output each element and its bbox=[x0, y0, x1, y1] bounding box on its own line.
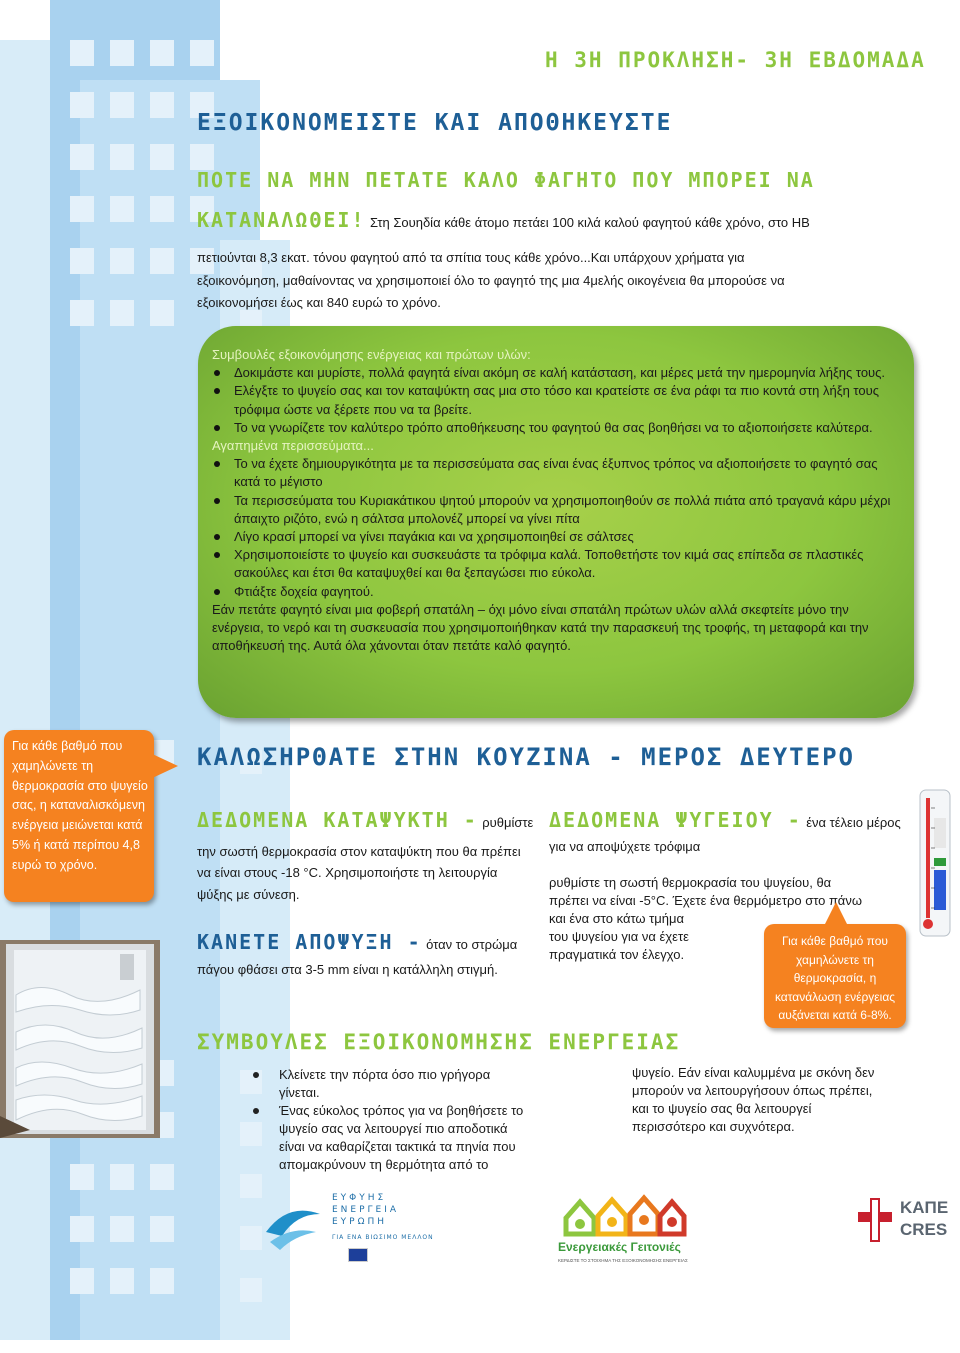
list-item: Δοκιμάστε και μυρίστε, πολλά φαγητά είναι ακόμη σε καλή κατάσταση, και μέρες μετά την ημερομηνία λήξης τους. bbox=[212, 364, 902, 382]
tips-closing-text: Εάν πετάτε φαγητό είναι μια φοβερή σπατάλη – όχι μόνο είναι σπατάλη πρώτων υλών αλλά σκεφτείτε μόνο την ενέργεια, το νερό και τη συσκευασία που χρησιμοποιήθηκαν κατά την παρασκευή της τροφής, τη μεταφορά και την αποθήκευσή της. Αυτά όλα χάνονται όταν πετάτε καλό φαγητό. bbox=[212, 601, 869, 654]
intro-text-line4: εξοικονομήσει έως και 840 ευρώ το χρόνο. bbox=[197, 295, 441, 310]
freezer-heading-row bbox=[197, 808, 533, 832]
houses-icon bbox=[552, 1188, 692, 1238]
defrost-heading: ΚΑΝΕΤΕ ΑΠΟΨΥΞΗ - bbox=[197, 930, 422, 954]
fridge-text-line2: ρυθμίστε τη σωστή θερμοκρασία του ψυγείου, θα bbox=[549, 875, 832, 890]
fridge-text-line4: και ένα στο κάτω τμήμα bbox=[549, 911, 685, 926]
eu-smart-energy-logo bbox=[258, 1188, 498, 1270]
freezer-heading: ΔΕΔΟΜΕΝΑ ΚΑΤΑΨΥΚΤΗ - bbox=[197, 808, 478, 832]
eu-logo-line2: ΕΝΕΡΓΕΙΑ bbox=[332, 1205, 400, 1215]
list-item: Φτιάξτε δοχεία φαγητού. bbox=[212, 583, 902, 601]
energy-tips-continued: ψυγείο. Εάν είναι καλυμμένα με σκόνη δεν μπορούν να λειτουργήσουν όπως πρέπει, και το ψυγείο σας θα λειτουργεί περισσότερο και συχνότερα. bbox=[632, 1065, 875, 1134]
page-title: ΕΞΟΙΚΟΝΟΜΕΙΣΤΕ ΚΑΙ ΑΠΟΘΗΚΕΥΣΤΕ bbox=[197, 110, 673, 136]
list-item: Ελέγξτε το ψυγείο σας και τον καταψύκτη σας μια στο τόσο και κρατείστε σε ένα ράφι τα πιο κοντά στη λήξη τους τρόφιμα ώστε να ξέρετε που να τα βρείτε. bbox=[212, 382, 902, 418]
defrost-heading-row bbox=[197, 930, 517, 954]
challenge-label: Η 3Η ΠΡΟΚΛΗΣΗ- 3Η ΕΒΔΟΜΑΔΑ bbox=[545, 48, 926, 72]
fridge-text-line6: πραγματικά τον έλεγχο. bbox=[549, 947, 685, 962]
intro-heading-end: ΚΑΤΑΝΑΛΩΘΕΙ! bbox=[197, 208, 366, 232]
freezer-text-line3: ψύξης με σύνεση. bbox=[197, 887, 300, 902]
intro-heading: ΠΟΤΕ ΝΑ ΜΗΝ ΠΕΤΑΤΕ ΚΑΛΟ ΦΑΓΗΤΟ ΠΟΥ ΜΠΟΡΕΙ ΝΑ bbox=[197, 168, 815, 192]
list-item: Ένας εύκολος τρόπος για να βοηθήσετε το ψυγείο σας να λειτουργεί πιο αποδοτικά είναι να καθαρίζεται τακτικά τα πηνία που απομακρύνουν τη θερμότητα από το bbox=[249, 1102, 549, 1174]
leftovers-title: Αγαπημένα περισσεύματα... bbox=[212, 438, 374, 454]
fridge-inline-text: ένα τέλειο μέρος bbox=[806, 815, 901, 830]
callout-text: Για κάθε βαθμό που χαμηλώνετε τη θερμοκρασία στο ψυγείο σας, η καταναλισκόμενη ενέργεια μειώνεται κατά 5% ή κατά περίπου 4,8 ευρώ το χρόνο. bbox=[12, 739, 148, 872]
freezer-inline-text: ρυθμίστε bbox=[482, 815, 534, 830]
neighbourhoods-name: Ενεργειακές Γειτονιές bbox=[558, 1240, 681, 1254]
fridge-temperature-callout bbox=[4, 730, 154, 902]
callout-pointer bbox=[824, 902, 848, 926]
cres-label: CRES bbox=[900, 1220, 948, 1239]
list-item: Το να γνωρίζετε τον καλύτερο τρόπο αποθήκευσης του φαγητού θα σας βοηθήσει να το αξιοποιήσετε καλύτερα. bbox=[212, 419, 902, 437]
freezer-text-line2: να είναι στους -18 °C. Χρησιμοποιήστε τη λειτουργία bbox=[197, 865, 498, 880]
list-item: Τα περισσεύματα του Κυριακάτικου ψητού μπορούν να χρησιμοποιηθούν σε πολλά πιάτα από τραγανά κάρυ μέχρι άπαιχτο ριζότο, ενώ η σάλτσα μπολονέζ μπορεί να γίνει πίτα bbox=[212, 492, 902, 528]
fridge-text-line3: πρέπει να είναι -5°C. Έχετε ένα θερμόμετρο στο πάνω bbox=[549, 893, 862, 908]
intro-line1-row bbox=[197, 208, 810, 232]
fridge-heading: ΔΕΔΟΜΕΝΑ ΨΥΓΕΙΟΥ - bbox=[549, 808, 802, 832]
list-item: Χρησιμοποιείστε το ψυγείο και συσκευάστε τα τρόφιμα καλά. Τοποθετήστε τον κιμά σας επίπεδα σε πλαστικές σακούλες και έτσι θα καταψυχθεί και θα ξεπαγώσει πιο εύκολα. bbox=[212, 546, 902, 582]
energy-neighbourhoods-logo bbox=[552, 1188, 692, 1270]
frosted-freezer-photo bbox=[0, 940, 160, 1138]
intro-text-line2: πετιούνται 8,3 εκατ. τόνου φαγητού από τα σπίτια τους κάθε χρόνο...Και υπάρχουν χρήματα για bbox=[197, 250, 745, 265]
eu-flag-icon bbox=[348, 1248, 368, 1262]
callout-pointer bbox=[148, 752, 178, 780]
fridge-text-line1: για να αποψύχετε τρόφιμα bbox=[549, 839, 701, 854]
tips-panel bbox=[198, 326, 914, 718]
kape-cres-logo bbox=[858, 1196, 954, 1248]
kitchen-title: ΚΑΛΩΣΗΡΘΑΤΕ ΣΤΗΝ ΚΟΥΖΙΝΑ - ΜΕΡΟΣ ΔΕΥΤΕΡΟ bbox=[197, 743, 855, 771]
neighbourhoods-tagline: ΚΕΡΔΙΣΤΕ ΤΟ ΣΤΟΙΧΗΜΑ ΤΗΣ ΕΞΟΙΚΟΝΟΜΗΣΗΣ ΕΝΕΡΓΕΙΑΣ bbox=[558, 1258, 688, 1263]
fridge-heading-row bbox=[549, 808, 901, 832]
leftovers-list bbox=[212, 455, 902, 601]
thermometer-icon bbox=[918, 788, 952, 938]
list-item: Κλείνετε την πόρτα όσο πιο γρήγορα γίνεται. bbox=[249, 1066, 549, 1102]
defrost-text-line: πάγου φθάσει στα 3-5 mm είναι η κατάλληλη στιγμή. bbox=[197, 962, 498, 977]
energy-tips-list bbox=[249, 1066, 549, 1174]
list-item: Το να έχετε δημιουργικότητα με τα περισσεύματα σας είναι ένας έξυπνος τρόπος να αξιοποιήσετε το φαγητό σας κατά το μέγιστο bbox=[212, 455, 902, 491]
eu-logo-line3: ΕΥΡΩΠΗ bbox=[332, 1217, 388, 1227]
callout-text: Για κάθε βαθμό που χαμηλώνετε τη θερμοκρασία, η κατανάλωση ενέργειας αυξάνεται κατά 6-8%. bbox=[774, 934, 896, 1022]
eu-swirl-icon bbox=[258, 1192, 328, 1262]
intro-text-line3: εξοικονόμηση, μαθαίνοντας να χρησιμοποιεί όλο το φαγητό της μια 4μελής οικογένεια θα μπορούσε να bbox=[197, 273, 785, 288]
intro-text-line1: Στη Σουηδία κάθε άτομο πετάει 100 κιλά καλού φαγητού κάθε χρόνο, στο ΗΒ bbox=[369, 215, 810, 230]
tips-title: Συμβουλές εξοικονόμησης ενέργειας και πρώτων υλών: bbox=[212, 347, 531, 362]
defrost-inline-text: όταν το στρώμα bbox=[426, 937, 518, 952]
kape-cross-icon bbox=[858, 1198, 892, 1242]
energy-tips-title: ΣΥΜΒΟΥΛΕΣ ΕΞΟΙΚΟΝΟΜΗΣΗΣ ΕΝΕΡΓΕΙΑΣ bbox=[197, 1030, 681, 1054]
fridge-text-line5: του ψυγείου για να έχετε bbox=[549, 929, 689, 944]
eu-logo-line1: ΕΥΦΥΗΣ bbox=[332, 1193, 387, 1203]
list-item: Λίγο κρασί μπορεί να γίνει παγάκια και να χρησιμοποιηθεί σε σάλτσες bbox=[212, 528, 902, 546]
tips-list bbox=[212, 364, 902, 437]
kape-label: ΚΑΠΕ bbox=[900, 1198, 949, 1217]
eu-logo-tagline: ΓΙΑ ΕΝΑ ΒΙΩΣΙΜΟ ΜΕΛΛΟΝ bbox=[332, 1234, 434, 1241]
freezer-text-line1: την σωστή θερμοκρασία στον καταψύκτη που θα πρέπει bbox=[197, 844, 521, 859]
temperature-energy-callout bbox=[764, 924, 906, 1028]
